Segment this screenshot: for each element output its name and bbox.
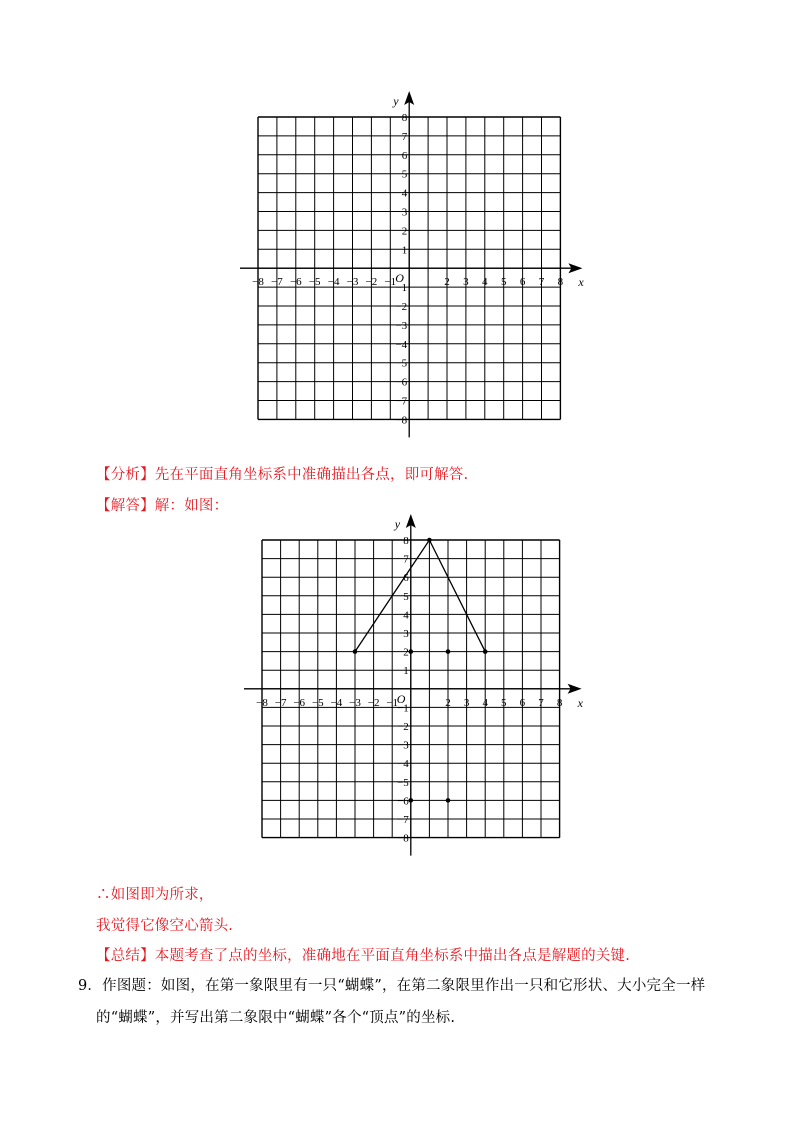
x-tick-label: −1 bbox=[386, 696, 399, 709]
x-tick-label: 2 bbox=[445, 696, 451, 709]
x-tick-label: 6 bbox=[519, 276, 526, 289]
x-tick-label: 4 bbox=[482, 276, 488, 289]
x-tick-label: −3 bbox=[349, 696, 361, 709]
y-tick-label: 5 bbox=[401, 168, 408, 181]
y-tick-label: −6 bbox=[395, 376, 408, 389]
origin-label: O bbox=[396, 691, 406, 706]
plotted-point bbox=[483, 649, 488, 654]
x-tick-label: −3 bbox=[346, 276, 359, 289]
x-tick-label: 5 bbox=[500, 276, 507, 289]
x-tick-label: 7 bbox=[538, 276, 545, 289]
x-tick-label: −7 bbox=[274, 696, 287, 709]
y-tick-label: 2 bbox=[403, 646, 409, 659]
x-tick-label: −4 bbox=[330, 696, 343, 709]
x-tick-label: −6 bbox=[293, 696, 306, 709]
y-tick-label: 5 bbox=[403, 590, 409, 603]
plotted-point bbox=[446, 649, 451, 654]
y-tick-label: 1 bbox=[401, 244, 408, 257]
y-tick-label: 7 bbox=[403, 553, 409, 566]
y-tick-label: −7 bbox=[395, 395, 408, 408]
origin-label: O bbox=[395, 271, 404, 286]
x-tick-label: 8 bbox=[556, 696, 563, 709]
question-9-line-2: 的“蝴蝶”，并写出第二象限中“蝴蝶”各个“顶点”的坐标. bbox=[96, 1010, 456, 1026]
x-tick-label: −8 bbox=[252, 276, 264, 289]
y-axis-label: y bbox=[393, 94, 399, 108]
looks-like-text: 我觉得它像空心箭头. bbox=[96, 918, 234, 934]
y-tick-label: 2 bbox=[401, 225, 408, 238]
x-tick-label: 5 bbox=[501, 696, 507, 709]
y-tick-label: −2 bbox=[395, 301, 408, 313]
x-tick-label: −6 bbox=[289, 276, 302, 289]
y-tick-label: −7 bbox=[397, 814, 409, 826]
x-tick-label: 3 bbox=[463, 696, 470, 709]
x-axis-label: x bbox=[577, 695, 583, 710]
x-tick-label: 7 bbox=[538, 696, 544, 709]
x-tick-label: −5 bbox=[308, 276, 321, 289]
y-tick-label: −1 bbox=[395, 282, 408, 295]
x-tick-label: −8 bbox=[256, 696, 268, 709]
x-tick-label: 2 bbox=[444, 276, 450, 289]
plotted-point bbox=[409, 798, 414, 803]
y-tick-label: 6 bbox=[403, 572, 409, 585]
plotted-point bbox=[446, 798, 451, 803]
x-tick-label: 4 bbox=[482, 696, 488, 709]
y-tick-label: 3 bbox=[401, 206, 408, 219]
plotted-point bbox=[353, 649, 358, 654]
y-tick-label: 4 bbox=[403, 609, 409, 622]
plotted-point bbox=[409, 649, 414, 654]
therefore-text: ∴如图即为所求， bbox=[96, 887, 214, 903]
y-tick-label: −2 bbox=[397, 721, 409, 733]
x-tick-label: −5 bbox=[311, 696, 324, 709]
y-tick-label: −1 bbox=[397, 702, 409, 715]
x-tick-label: 6 bbox=[519, 696, 526, 709]
x-tick-label: −2 bbox=[367, 696, 380, 709]
y-tick-label: 8 bbox=[401, 112, 408, 124]
y-tick-label: 3 bbox=[403, 628, 409, 640]
x-tick-label: −7 bbox=[271, 276, 283, 289]
x-axis-label: x bbox=[578, 275, 584, 290]
summary-text: 【总结】本题考查了点的坐标，准确地在平面直角坐标系中描出各点是解题的关键. bbox=[96, 948, 631, 964]
y-tick-label: 8 bbox=[403, 535, 409, 547]
y-tick-label: 6 bbox=[401, 149, 408, 162]
solution-text: 【解答】解：如图： bbox=[96, 498, 229, 514]
y-tick-label: 1 bbox=[403, 665, 409, 678]
y-tick-label: −5 bbox=[397, 776, 409, 789]
x-tick-label: −4 bbox=[327, 276, 340, 289]
y-tick-label: −6 bbox=[397, 795, 409, 808]
analysis-text: 【分析】先在平面直角坐标系中准确描出各点，即可解答. bbox=[96, 467, 469, 483]
y-tick-label: −3 bbox=[397, 739, 409, 752]
y-axis-label: y bbox=[394, 517, 401, 531]
x-tick-label: −1 bbox=[384, 276, 397, 289]
y-tick-label: −4 bbox=[395, 338, 408, 351]
y-tick-label: −5 bbox=[395, 357, 408, 370]
y-tick-label: −4 bbox=[397, 758, 409, 771]
y-tick-label: 4 bbox=[401, 187, 408, 200]
x-tick-label: 8 bbox=[557, 276, 564, 289]
y-tick-label: −8 bbox=[397, 832, 409, 845]
question-9-line-1: 9．作图题：如图，在第一象限里有一只“蝴蝶”，在第二象限里作出一只和它形状、大小完全一样 bbox=[78, 978, 706, 994]
plotted-point bbox=[427, 538, 432, 543]
x-tick-label: 3 bbox=[463, 276, 469, 289]
y-tick-label: −3 bbox=[395, 319, 408, 332]
y-tick-label: −8 bbox=[395, 414, 408, 427]
x-tick-label: −2 bbox=[365, 276, 378, 289]
y-tick-label: 7 bbox=[401, 130, 408, 143]
